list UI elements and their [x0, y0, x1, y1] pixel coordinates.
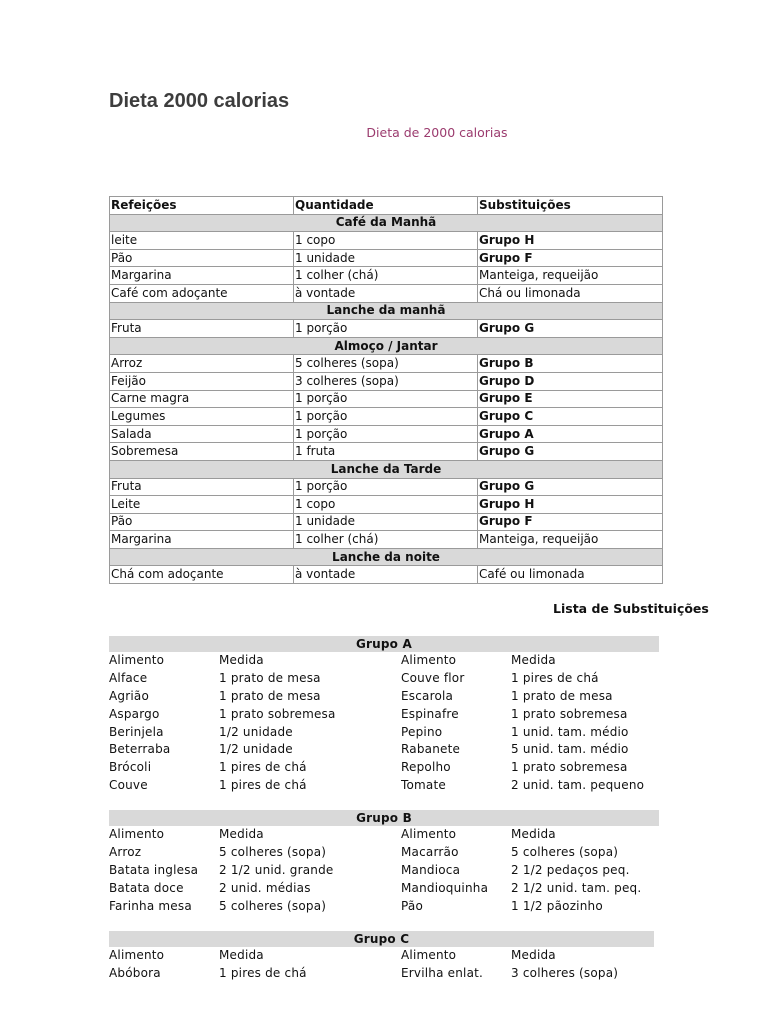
food-measure: 3 colheres (sopa) — [511, 965, 619, 980]
section-row — [110, 337, 663, 355]
section-row — [110, 302, 663, 320]
meal-cell: Carne magra — [110, 390, 294, 408]
group-title: Grupo C — [109, 931, 654, 947]
food-name: Brócoli — [109, 760, 152, 775]
food-name: Arroz — [109, 844, 142, 859]
food-measure: 1 pires de chá — [511, 670, 599, 685]
food-name: Escarola — [401, 688, 454, 703]
table-row — [110, 284, 663, 302]
section-row — [110, 460, 663, 478]
group-header-row — [109, 826, 659, 844]
header-substituicoes: Substituições — [478, 197, 663, 215]
group-header-row — [109, 652, 659, 670]
food-measure: 1 pires de chá — [219, 778, 307, 793]
group-header-row — [109, 947, 654, 965]
food-measure: Medida — [219, 827, 264, 841]
food-name: Ervilha enlat. — [401, 965, 484, 980]
meal-cell: Arroz — [110, 355, 294, 373]
food-name: Alimento — [401, 653, 457, 667]
food-measure: 1 prato sobremesa — [511, 760, 628, 775]
food-measure: Medida — [219, 948, 264, 962]
page-subtitle: Dieta de 2000 calorias — [366, 125, 508, 140]
meal-cell: Chá com adoçante — [110, 566, 294, 584]
list-item — [109, 898, 659, 916]
table-row — [110, 320, 663, 338]
food-name: Pão — [401, 898, 423, 913]
table-row — [110, 232, 663, 250]
food-measure: Medida — [511, 827, 556, 841]
group-title: Grupo A — [109, 636, 659, 652]
meal-cell: Sobremesa — [110, 443, 294, 461]
quantity-cell: 1 unidade — [294, 249, 478, 267]
food-name: Couve flor — [401, 670, 465, 685]
food-name: Aspargo — [109, 706, 160, 721]
quantity-cell: 1 colher (chá) — [294, 531, 478, 549]
food-name: Espinafre — [401, 706, 459, 721]
list-item — [109, 724, 659, 742]
quantity-cell: 1 porção — [294, 425, 478, 443]
list-item — [109, 759, 659, 777]
quantity-cell: 1 copo — [294, 496, 478, 514]
table-row — [110, 355, 663, 373]
section-row — [110, 214, 663, 232]
quantity-cell: 1 colher (chá) — [294, 267, 478, 285]
group-c-block — [109, 931, 654, 983]
header-refeicoes: Refeições — [110, 197, 294, 215]
food-measure: 2 1/2 pedaços peq. — [511, 862, 630, 877]
quantity-cell: à vontade — [294, 284, 478, 302]
food-name: Alimento — [401, 827, 457, 841]
quantity-cell: 1 porção — [294, 390, 478, 408]
quantity-cell: à vontade — [294, 566, 478, 584]
diet-table — [109, 196, 663, 584]
food-measure: 2 unid. tam. pequeno — [511, 778, 645, 793]
substitution-cell: Grupo H — [478, 232, 663, 250]
meal-cell: Café com adoçante — [110, 284, 294, 302]
list-item — [109, 706, 659, 724]
food-measure: 1 1/2 pãozinho — [511, 898, 603, 913]
food-measure: 5 colheres (sopa) — [219, 844, 327, 859]
food-name: Alimento — [109, 827, 165, 841]
food-name: Alimento — [109, 653, 165, 667]
quantity-cell: 1 porção — [294, 408, 478, 426]
substitutions-heading: Lista de Substituições — [553, 601, 709, 616]
section-title: Lanche da manhã — [110, 302, 663, 320]
food-name: Abóbora — [109, 965, 161, 980]
food-name: Agrião — [109, 688, 149, 703]
meal-cell: Fruta — [110, 320, 294, 338]
section-title: Lanche da noite — [110, 548, 663, 566]
substitution-cell: Grupo F — [478, 513, 663, 531]
food-measure: 1 unid. tam. médio — [511, 724, 629, 739]
substitution-cell: Grupo G — [478, 478, 663, 496]
diet-table-header-row — [110, 197, 663, 215]
substitution-cell: Chá ou limonada — [478, 284, 663, 302]
quantity-cell: 5 colheres (sopa) — [294, 355, 478, 373]
food-measure: 5 colheres (sopa) — [511, 844, 619, 859]
food-measure: Medida — [511, 948, 556, 962]
food-measure: 1 prato de mesa — [511, 688, 613, 703]
list-item — [109, 777, 659, 795]
group-b-block — [109, 810, 659, 915]
table-row — [110, 531, 663, 549]
table-row — [110, 425, 663, 443]
table-row — [110, 408, 663, 426]
list-item — [109, 844, 659, 862]
substitution-cell: Grupo F — [478, 249, 663, 267]
food-name: Rabanete — [401, 742, 461, 757]
group-title: Grupo B — [109, 810, 659, 826]
food-measure: 5 unid. tam. médio — [511, 742, 629, 757]
food-measure: 1 prato de mesa — [219, 670, 321, 685]
table-row — [110, 496, 663, 514]
group-a-block — [109, 636, 659, 795]
list-item — [109, 688, 659, 706]
table-row — [110, 390, 663, 408]
food-name: Repolho — [401, 760, 451, 775]
quantity-cell: 1 fruta — [294, 443, 478, 461]
list-item — [109, 862, 659, 880]
food-name: Alface — [109, 670, 148, 685]
food-name: Couve — [109, 778, 148, 793]
list-item — [109, 965, 654, 983]
header-quantidade: Quantidade — [294, 197, 478, 215]
substitution-cell: Grupo C — [478, 408, 663, 426]
page-title: Dieta 2000 calorias — [109, 90, 290, 112]
food-name: Mandioca — [401, 862, 461, 877]
meal-cell: leite — [110, 232, 294, 250]
food-name: Batata inglesa — [109, 862, 199, 877]
food-name: Tomate — [401, 778, 446, 793]
food-name: Alimento — [401, 948, 457, 962]
meal-cell: Margarina — [110, 531, 294, 549]
substitution-cell: Grupo H — [478, 496, 663, 514]
substitution-cell: Café ou limonada — [478, 566, 663, 584]
food-name: Macarrão — [401, 844, 459, 859]
substitution-cell: Grupo A — [478, 425, 663, 443]
section-title: Café da Manhã — [110, 214, 663, 232]
meal-cell: Leite — [110, 496, 294, 514]
meal-cell: Legumes — [110, 408, 294, 426]
table-row — [110, 443, 663, 461]
food-name: Alimento — [109, 948, 165, 962]
food-measure: Medida — [511, 653, 556, 667]
food-measure: 5 colheres (sopa) — [219, 898, 327, 913]
list-item — [109, 741, 659, 759]
food-measure: 1 pires de chá — [219, 965, 307, 980]
food-name: Pepino — [401, 724, 443, 739]
meal-cell: Feijão — [110, 372, 294, 390]
section-title: Lanche da Tarde — [110, 460, 663, 478]
meal-cell: Pão — [110, 249, 294, 267]
food-name: Berinjela — [109, 724, 164, 739]
meal-cell: Pão — [110, 513, 294, 531]
food-measure: 2 unid. médias — [219, 880, 311, 895]
substitution-cell: Grupo G — [478, 320, 663, 338]
food-measure: 1 prato sobremesa — [219, 706, 336, 721]
food-measure: 1/2 unidade — [219, 742, 293, 757]
food-measure: Medida — [219, 653, 264, 667]
quantity-cell: 3 colheres (sopa) — [294, 372, 478, 390]
food-name: Batata doce — [109, 880, 184, 895]
list-item — [109, 670, 659, 688]
food-name: Farinha mesa — [109, 898, 192, 913]
quantity-cell: 1 unidade — [294, 513, 478, 531]
quantity-cell: 1 porção — [294, 320, 478, 338]
table-row — [110, 478, 663, 496]
meal-cell: Fruta — [110, 478, 294, 496]
substitution-cell: Grupo E — [478, 390, 663, 408]
food-measure: 1 prato sobremesa — [511, 706, 628, 721]
table-row — [110, 566, 663, 584]
table-row — [110, 249, 663, 267]
food-name: Beterraba — [109, 742, 171, 757]
meal-cell: Margarina — [110, 267, 294, 285]
section-row — [110, 548, 663, 566]
table-row — [110, 372, 663, 390]
quantity-cell: 1 copo — [294, 232, 478, 250]
meal-cell: Salada — [110, 425, 294, 443]
diet-table-body — [110, 214, 663, 583]
list-item — [109, 880, 659, 898]
substitution-cell: Manteiga, requeijão — [478, 531, 663, 549]
substitution-cell: Grupo D — [478, 372, 663, 390]
food-measure: 1 pires de chá — [219, 760, 307, 775]
section-title: Almoço / Jantar — [110, 337, 663, 355]
substitution-cell: Manteiga, requeijão — [478, 267, 663, 285]
table-row — [110, 513, 663, 531]
food-measure: 2 1/2 unid. tam. peq. — [511, 880, 642, 895]
food-measure: 1/2 unidade — [219, 724, 293, 739]
food-measure: 1 prato de mesa — [219, 688, 321, 703]
quantity-cell: 1 porção — [294, 478, 478, 496]
substitution-cell: Grupo B — [478, 355, 663, 373]
food-name: Mandioquinha — [401, 880, 489, 895]
food-measure: 2 1/2 unid. grande — [219, 862, 334, 877]
table-row — [110, 267, 663, 285]
substitution-cell: Grupo G — [478, 443, 663, 461]
